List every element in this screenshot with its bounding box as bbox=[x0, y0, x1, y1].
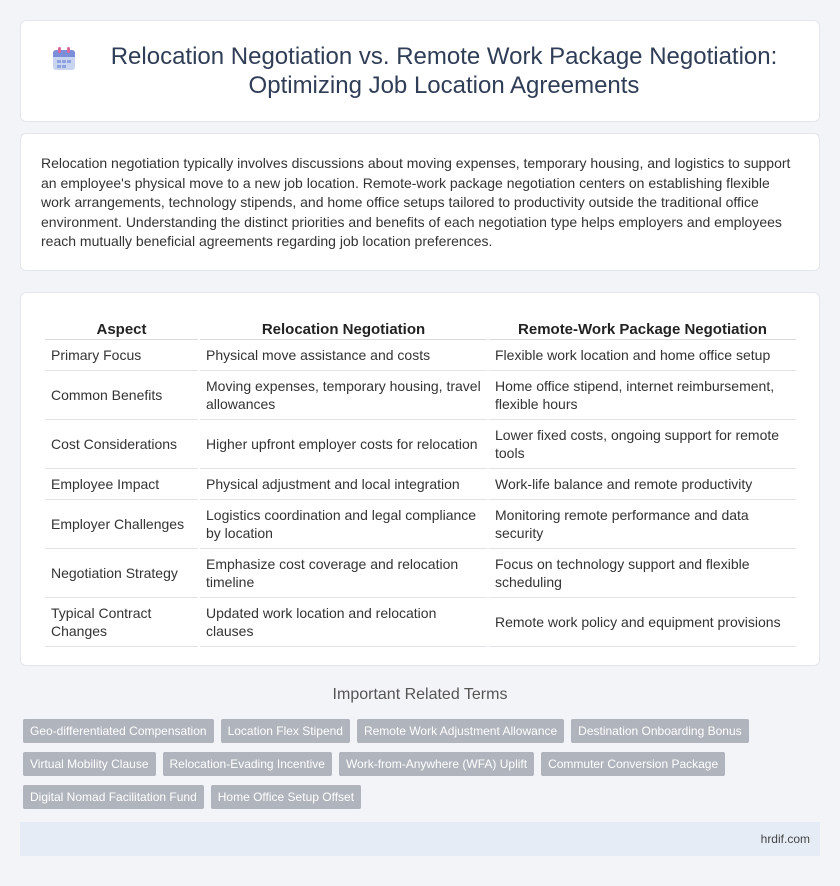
related-term-tag[interactable]: Geo-differentiated Compensation bbox=[23, 719, 214, 743]
intro-paragraph: Relocation negotiation typically involves discussions about moving expenses, temporary housing, and logistics to support an employee's physical move to a new job location. Remote-work package negotiation centers on establishing flexible work arrangements, technology stipends, and home office setups tailored to productivity outside the traditional office environment. Understanding the distinct priorities and benefits of each negotiation type helps employers and employees reach mutually beneficial agreements regarding job location preferences. bbox=[41, 155, 791, 249]
table-row bbox=[45, 371, 796, 420]
title-card bbox=[20, 20, 820, 122]
tag-row bbox=[23, 752, 813, 776]
table-cell: Work-life balance and remote productivity bbox=[489, 469, 796, 500]
table-cell: Lower fixed costs, ongoing support for remote tools bbox=[489, 420, 796, 469]
tag-row bbox=[23, 785, 813, 809]
table-row bbox=[45, 549, 796, 598]
related-term-tag[interactable]: Virtual Mobility Clause bbox=[23, 752, 156, 776]
header-remote-work: Remote-Work Package Negotiation bbox=[489, 315, 796, 340]
related-term-tag[interactable]: Commuter Conversion Package bbox=[541, 752, 725, 776]
table-cell: Moving expenses, temporary housing, travel allowances bbox=[200, 371, 487, 420]
table-cell: Primary Focus bbox=[45, 340, 198, 371]
table-cell: Higher upfront employer costs for relocation bbox=[200, 420, 487, 469]
table-cell: Updated work location and relocation clauses bbox=[200, 598, 487, 647]
related-term-tag[interactable]: Destination Onboarding Bonus bbox=[571, 719, 748, 743]
table-cell: Typical Contract Changes bbox=[45, 598, 198, 647]
table-cell: Cost Considerations bbox=[45, 420, 198, 469]
header-relocation: Relocation Negotiation bbox=[200, 315, 487, 340]
table-cell: Emphasize cost coverage and relocation timeline bbox=[200, 549, 487, 598]
table-cell: Remote work policy and equipment provisions bbox=[489, 598, 796, 647]
intro-card bbox=[20, 133, 820, 271]
table-header-row bbox=[45, 315, 796, 340]
page-title: Relocation Negotiation vs. Remote Work Package Negotiation: Optimizing Job Location Agreements bbox=[110, 43, 778, 99]
related-term-tag[interactable]: Relocation-Evading Incentive bbox=[163, 752, 332, 776]
comparison-card bbox=[20, 292, 820, 666]
header-aspect: Aspect bbox=[45, 315, 198, 340]
table-cell: Focus on technology support and flexible scheduling bbox=[489, 549, 796, 598]
footer-site-link[interactable]: hrdif.com bbox=[760, 832, 810, 846]
comparison-table bbox=[43, 315, 798, 647]
table-cell: Home office stipend, internet reimbursement, flexible hours bbox=[489, 371, 796, 420]
calendar-icon bbox=[51, 46, 77, 72]
table-row bbox=[45, 469, 796, 500]
table-cell: Employee Impact bbox=[45, 469, 198, 500]
related-term-tag[interactable]: Work-from-Anywhere (WFA) Uplift bbox=[339, 752, 534, 776]
table-row bbox=[45, 598, 796, 647]
table-row bbox=[45, 340, 796, 371]
related-term-tag[interactable]: Home Office Setup Offset bbox=[211, 785, 361, 809]
table-row bbox=[45, 420, 796, 469]
table-cell: Physical move assistance and costs bbox=[200, 340, 487, 371]
related-term-tag[interactable]: Location Flex Stipend bbox=[221, 719, 350, 743]
table-row bbox=[45, 500, 796, 549]
tag-row bbox=[23, 719, 813, 743]
related-terms-tags bbox=[23, 719, 813, 818]
table-cell: Employer Challenges bbox=[45, 500, 198, 549]
related-term-tag[interactable]: Digital Nomad Facilitation Fund bbox=[23, 785, 204, 809]
table-cell: Flexible work location and home office setup bbox=[489, 340, 796, 371]
title-wrap bbox=[21, 21, 819, 121]
table-cell: Logistics coordination and legal compliance by location bbox=[200, 500, 487, 549]
table-cell: Common Benefits bbox=[45, 371, 198, 420]
footer bbox=[20, 822, 820, 856]
table-cell: Physical adjustment and local integration bbox=[200, 469, 487, 500]
related-term-tag[interactable]: Remote Work Adjustment Allowance bbox=[357, 719, 564, 743]
related-terms-title: Important Related Terms bbox=[332, 686, 508, 703]
table-cell: Negotiation Strategy bbox=[45, 549, 198, 598]
table-cell: Monitoring remote performance and data security bbox=[489, 500, 796, 549]
